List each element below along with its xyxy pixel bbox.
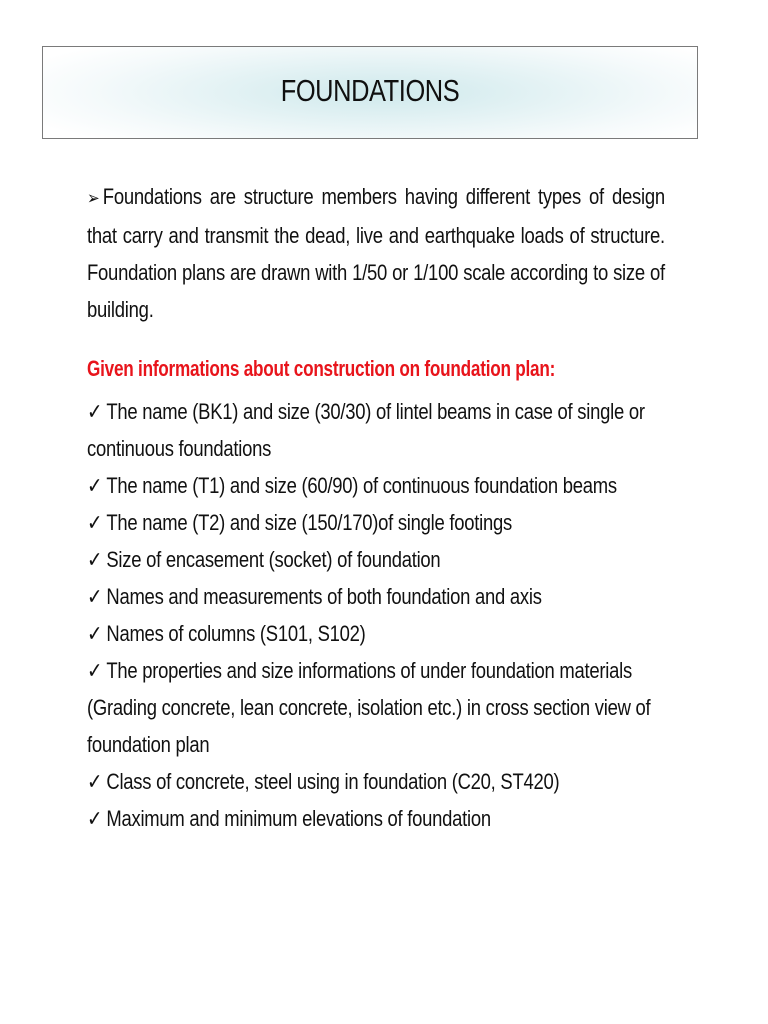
check-icon: ✓ [87,399,103,424]
info-checklist [87,393,665,837]
intro-paragraph [87,178,665,328]
check-icon: ✓ [87,510,103,535]
list-item: ✓ The properties and size informations of under foundation materials (Grading concrete, lean concrete, isolation etc.) in cross section view of foundation plan [87,658,651,757]
check-icon: ✓ [87,547,103,572]
section-heading: Given informations about construction on foundation plan: [87,356,556,381]
list-item: ✓ Names and measurements of both foundation and axis [87,584,542,609]
list-item: ✓ Size of encasement (socket) of foundation [87,547,441,572]
check-icon: ✓ [87,584,103,609]
list-item: ✓ Maximum and minimum elevations of foundation [87,806,491,831]
check-icon: ✓ [87,769,103,794]
check-icon: ✓ [87,658,103,683]
list-item: ✓ Class of concrete, steel using in foundation (C20, ST420) [87,769,560,794]
list-item: ✓ The name (BK1) and size (30/30) of lintel beams in case of single or continuous foundations [87,399,645,461]
check-icon: ✓ [87,621,103,646]
list-item: ✓ The name (T1) and size (60/90) of continuous foundation beams [87,473,617,498]
list-item: ✓ The name (T2) and size (150/170)of single footings [87,510,512,535]
intro-text: Foundations are structure members having different types of design that carry and transmit the dead, live and earthquake loads of structure. Foundation plans are drawn with 1/50 or 1/100 scale according to size of building. [87,184,665,322]
page-title: FOUNDATIONS [280,73,460,108]
intro-paragraph-container [87,178,665,328]
title-banner [42,46,698,139]
arrow-bullet-icon: ➢ [87,188,100,208]
check-icon: ✓ [87,806,103,831]
check-icon: ✓ [87,473,103,498]
list-item: ✓ Names of columns (S101, S102) [87,621,366,646]
